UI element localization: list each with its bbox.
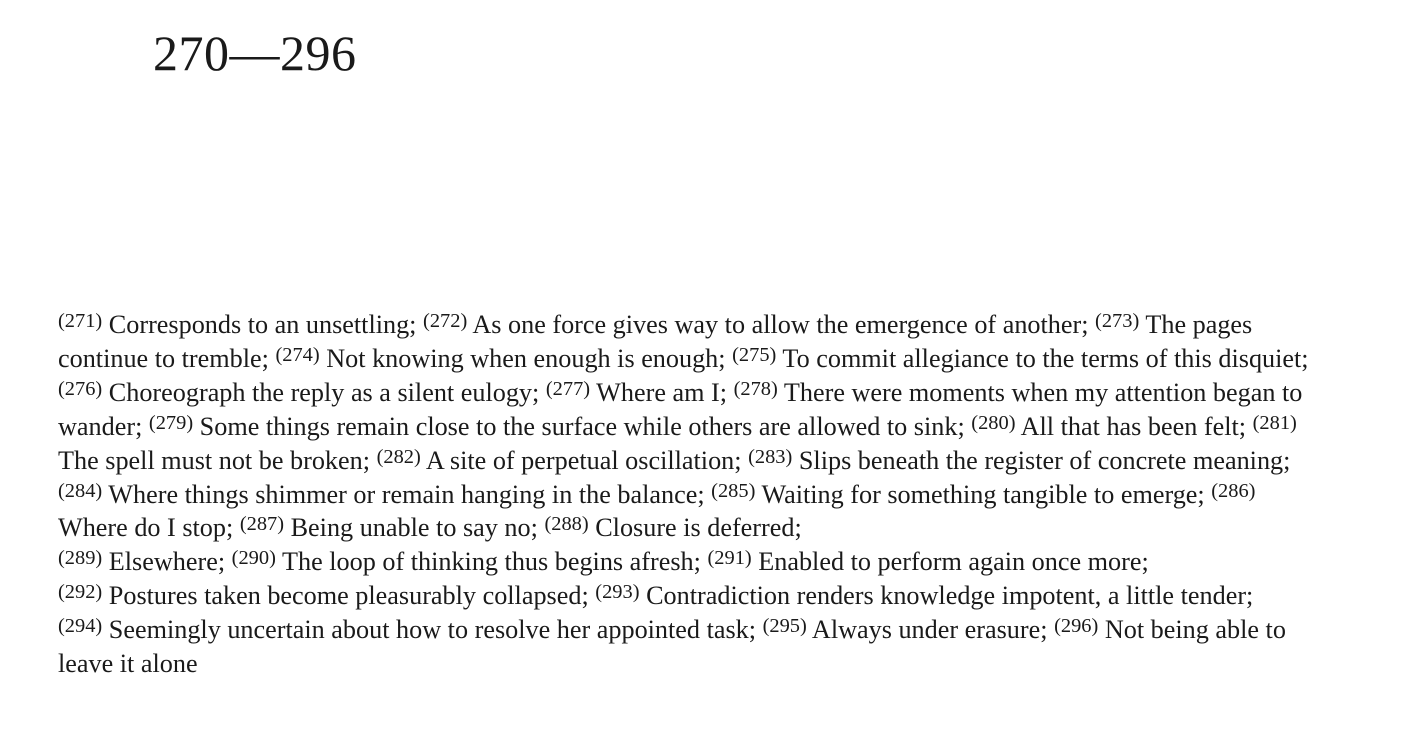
note-number: (272) [423,309,468,332]
note-number: (295) [762,615,807,638]
entry-text: Postures taken become pleasurably collapsed; [102,581,596,611]
note-number: (278) [733,377,778,400]
note-number: (284) [58,479,103,502]
entry-272 [423,310,1095,339]
entry-284 [58,480,711,509]
entry-291 [707,547,1148,576]
note-number: (273) [1095,309,1140,332]
entry-280 [971,412,1252,441]
entry-text: Always under erasure; [806,615,1055,645]
entry-text: The pages continue to tremble; [58,310,1253,373]
note-number: (296) [1054,615,1099,638]
note-number: (287) [239,513,285,536]
entry-text: Enabled to perform again once more; [751,547,1149,577]
note-number: (276) [58,377,103,400]
entry-290 [232,547,708,576]
entry-text: The loop of thinking thus begins afresh; [275,547,708,577]
note-number: (286) [1211,479,1256,502]
note-number: (285) [711,479,756,502]
note-number: (292) [58,581,103,604]
entry-292 [58,581,595,610]
note-number: (280) [971,411,1016,434]
entry-text: Where do I stop; [58,513,240,543]
page-title: 270—296 [153,25,357,81]
entry-274 [275,344,732,373]
entry-271 [58,310,423,339]
entry-text: Where things shimmer or remain hanging in the balance; [102,479,712,509]
note-number: (293) [595,581,640,604]
note-number: (289) [58,547,103,570]
entry-text: Not being able to leave it alone [58,615,1286,679]
entry-287 [240,513,545,542]
entry-text: Slips beneath the register of concrete meaning; [792,445,1291,475]
entry-text: To commit allegiance to the terms of this disquiet; [776,343,1309,373]
entry-text: Not knowing when enough is enough; [319,343,733,373]
entry-text: Closure is deferred; [588,513,802,543]
entry-288 [544,513,801,542]
note-number: (281) [1252,411,1297,434]
entry-285 [711,480,1211,509]
entry-283 [748,446,1290,475]
note-number: (277) [545,377,591,400]
note-number: (294) [58,615,103,638]
body-paragraph [58,308,1320,681]
entry-text: Contradiction renders knowledge impotent, a little tender; [639,581,1254,611]
entry-text: Corresponds to an unsettling; [102,310,424,339]
entry-text: Being unable to say no; [284,513,545,543]
note-number: (283) [748,445,793,468]
entry-text: As one force gives way to allow the emergence of another; [467,310,1096,339]
entry-276 [58,378,546,407]
entry-text: Seemingly uncertain about how to resolve her appointed task; [102,615,763,645]
note-number: (274) [275,343,320,366]
entry-279 [149,412,971,441]
entry-text: Waiting for something tangible to emerge; [755,479,1212,509]
note-number: (279) [148,411,194,434]
entry-text: Some things remain close to the surface while others are allowed to sink; [193,411,972,441]
entry-293 [595,581,1253,610]
entry-text: The spell must not be broken; [58,445,377,475]
entry-text: All that has been felt; [1015,411,1253,441]
entry-text: Elsewhere; [102,547,232,577]
note-number: (291) [707,547,752,570]
entry-text: Choreograph the reply as a silent eulogy; [102,377,546,407]
entry-289 [58,547,232,576]
note-number: (288) [544,513,589,536]
entry-277 [546,378,734,407]
entry-295 [763,615,1054,644]
entry-275 [732,344,1308,373]
entry-282 [377,446,749,475]
entry-294 [58,615,763,644]
note-number: (290) [231,547,276,570]
entry-text: A site of perpetual oscillation; [420,445,749,475]
entry-text: There were moments when my attention began to wander; [58,377,1303,441]
entry-text: Where am I; [590,377,734,407]
note-number: (271) [58,309,103,332]
note-number: (282) [376,445,421,468]
note-number: (275) [732,343,777,366]
